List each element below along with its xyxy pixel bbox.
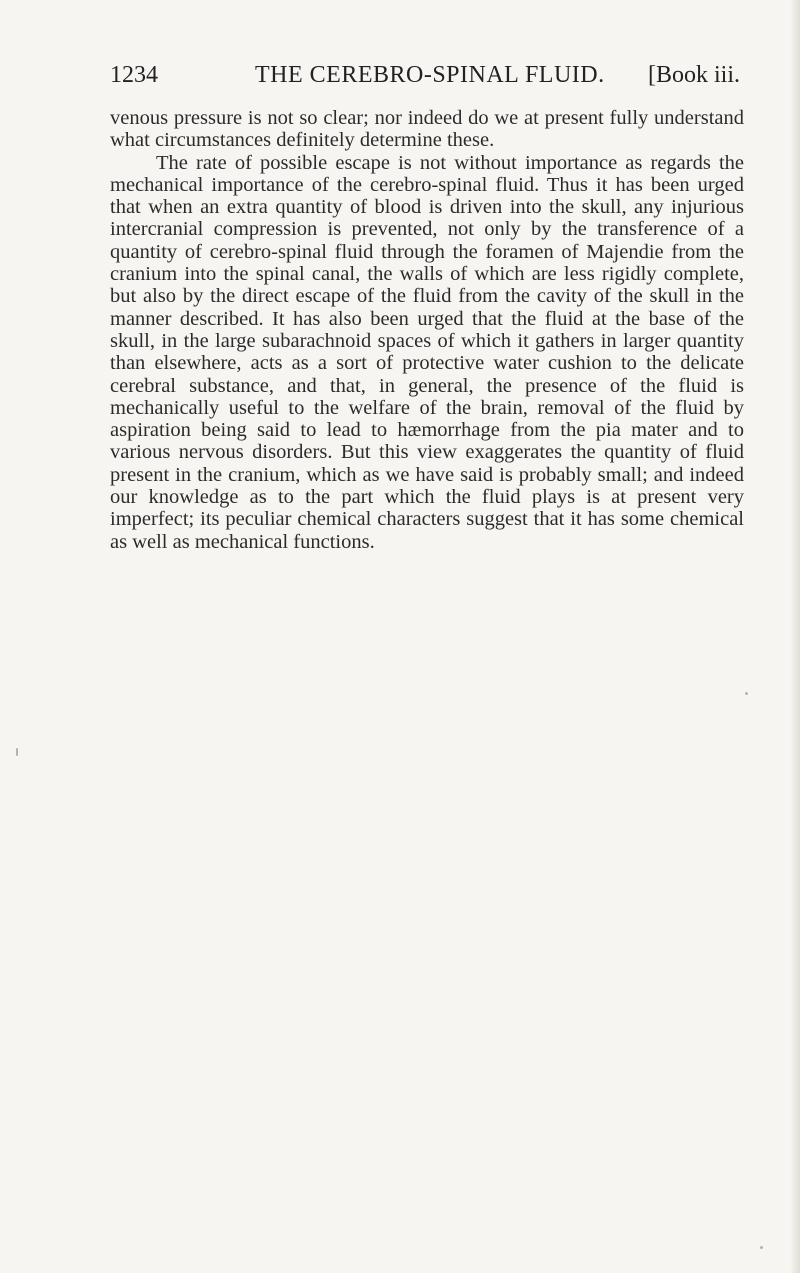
running-header bbox=[110, 62, 740, 94]
paragraph-continued: venous pressure is not so clear; nor indeed do we at present fully understand what circumstances definitely determine these. bbox=[110, 107, 744, 152]
body-text bbox=[110, 107, 744, 553]
paper-speck bbox=[745, 692, 748, 695]
page-number: 1234 bbox=[110, 62, 158, 88]
page-edge-shadow bbox=[790, 0, 800, 1273]
paper-speck bbox=[760, 1246, 763, 1249]
running-title: THE CEREBRO-SPINAL FLUID. bbox=[255, 62, 605, 88]
paper-speck bbox=[16, 748, 18, 756]
book-reference: [Book iii. bbox=[647, 62, 740, 88]
paragraph: The rate of possible escape is not without importance as regards the mechanical importance of the cerebro-spinal fluid. Thus it has been urged that when an extra quantity of blood is driven into the skull, any injurious intercranial compression is prevented, not only by the transference of a quantity of cerebro-spinal fluid through the foramen of Majendie from the cranium into the spinal canal, the walls of which are less rigidly complete, but also by the direct escape of the fluid from the cavity of the skull in the manner described. It has also been urged that the fluid at the base of the skull, in the large subarachnoid spaces of which it gathers in larger quantity than elsewhere, acts as a sort of protective water cushion to the delicate cerebral substance, and that, in general, the presence of the fluid is mechanically useful to the welfare of the brain, removal of the fluid by aspiration being said to lead to hæmorrhage from the pia mater and to various nervous disorders. But this view exaggerates the quantity of fluid present in the cranium, which as we have said is probably small; and indeed our knowledge as to the part which the fluid plays is at present very imperfect; its peculiar chemical characters suggest that it has some chemical as well as mechanical functions. bbox=[110, 151, 744, 553]
